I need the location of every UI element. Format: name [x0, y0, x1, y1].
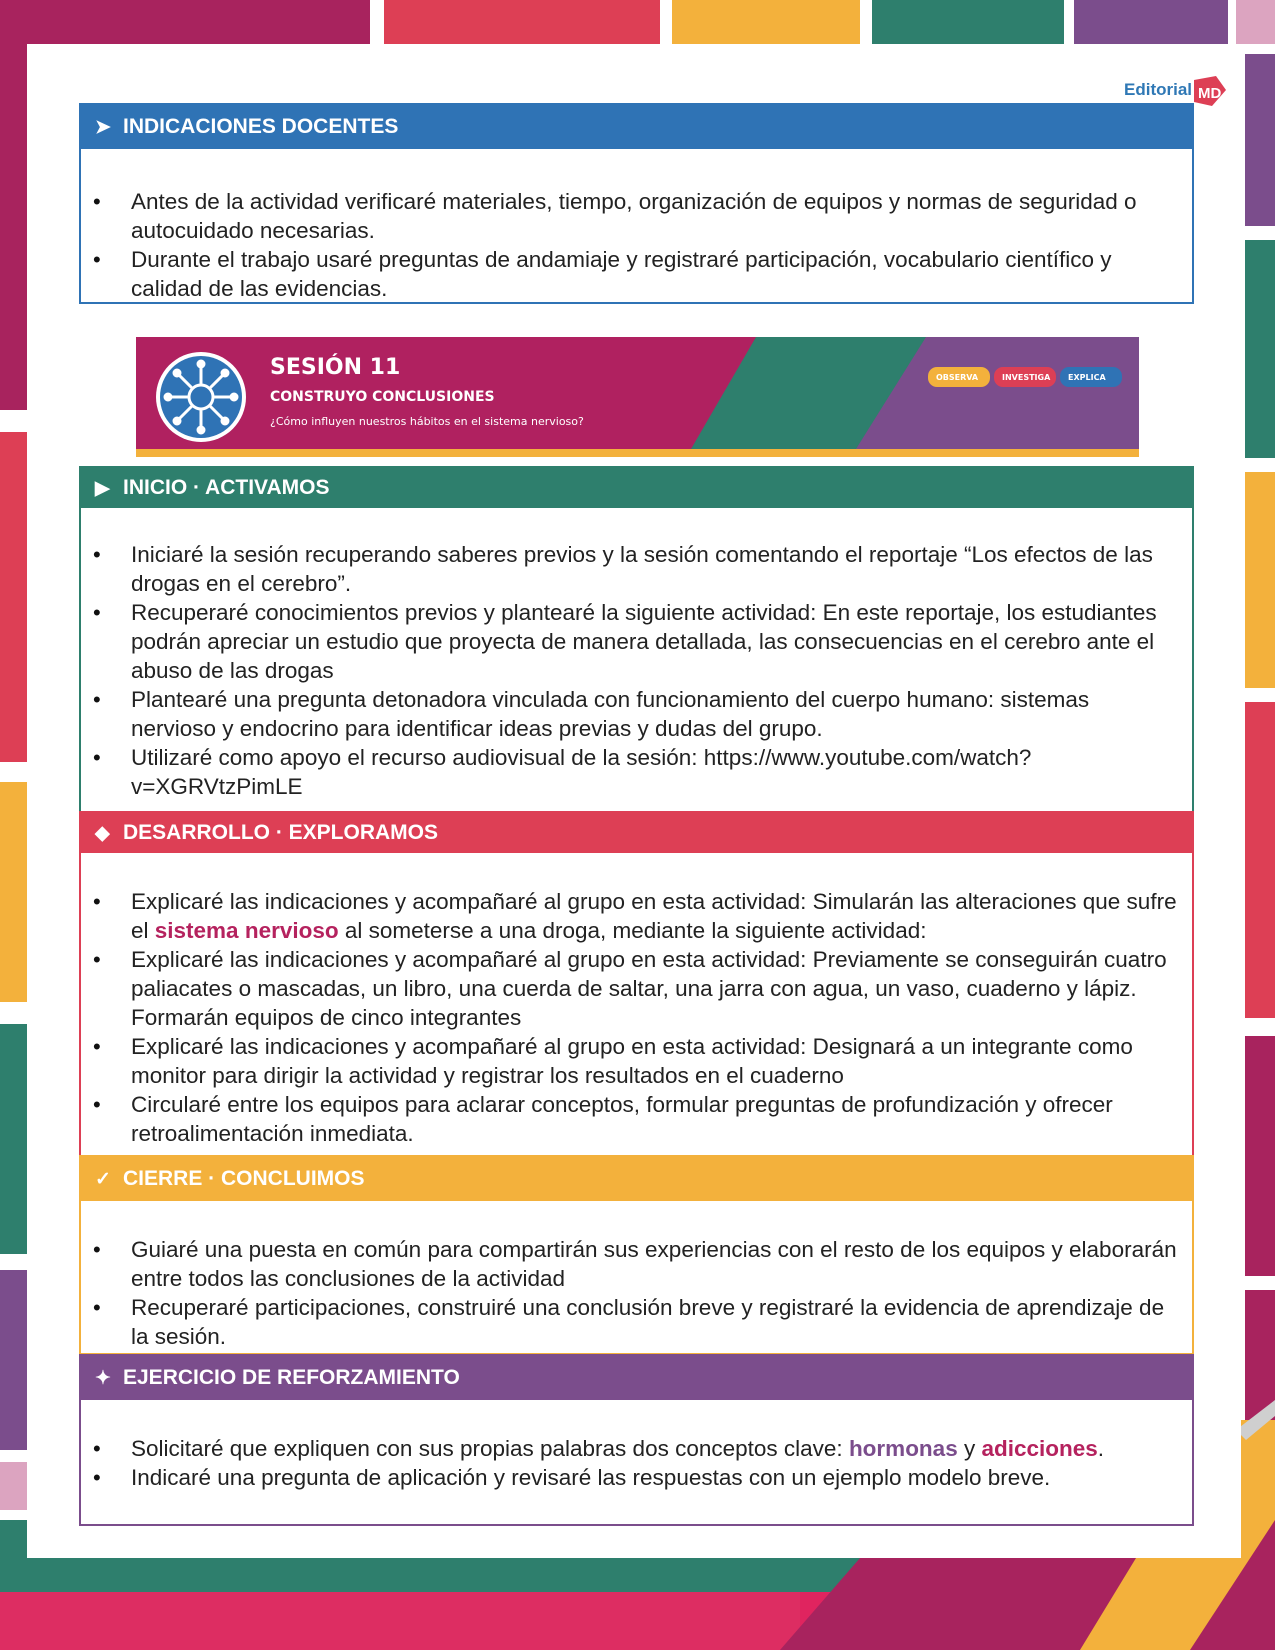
md-logo-icon — [1190, 76, 1230, 106]
cierre-header — [81, 1157, 1192, 1201]
inicio-list — [81, 508, 1192, 801]
tag-explica: EXPLICA — [1060, 367, 1122, 387]
play-icon: ▶ — [95, 477, 110, 499]
refuerzo-list — [81, 1400, 1192, 1492]
neuron-badge — [156, 352, 246, 442]
refuerzo-title: EJERCICIO DE REFORZAMIENTO — [123, 1366, 460, 1389]
list-item: • Antes de la actividad verificaré materiales, tiempo, organización de equipos y normas de seguridad o autocuidado necesarias. — [93, 187, 1178, 245]
diamond-icon: ◆ — [95, 822, 110, 844]
session-subtitle: CONSTRUYO CONCLUSIONES — [270, 389, 495, 405]
brand-text: Editorial — [1124, 80, 1193, 99]
highlight-adicciones: adicciones — [981, 1436, 1098, 1461]
list-item: • Utilizaré como apoyo el recurso audiovisual de la sesión: https://www.youtube.com/watch?v=XGRVtzPimLE — [93, 743, 1178, 801]
desarrollo-header — [81, 813, 1192, 853]
neuron-icon — [156, 352, 246, 442]
indicaciones-header — [81, 105, 1192, 149]
inicio-title: INICIO · ACTIVAMOS — [123, 476, 330, 499]
cierre-title: CIERRE · CONCLUIMOS — [123, 1167, 365, 1190]
refuerzo-section — [79, 1354, 1194, 1526]
list-item: • Explicaré las indicaciones y acompañaré al grupo en esta actividad: Designará a un integrante como monitor para dirigir la actividad y registrar los resultados en el cuaderno — [93, 1032, 1178, 1090]
highlight-sistema-nervioso: sistema nervioso — [154, 918, 339, 943]
list-item: • Recuperaré conocimientos previos y plantearé la siguiente actividad: En este reportaje, los estudiantes podrán apreciar un estudio que proyecta de manera detallada, las consecuencias en el cerebro ante el abuso de las drogas — [93, 598, 1178, 685]
tag-investiga: INVESTIGA — [994, 367, 1056, 387]
cierre-section — [79, 1155, 1194, 1355]
session-question: ¿Cómo influyen nuestros hábitos en el sistema nervioso? — [270, 415, 584, 428]
list-item: • Explicaré las indicaciones y acompañaré al grupo en esta actividad: Previamente se conseguirán cuatro paliacates o mascadas, un libro, una cuerda de saltar, una jarra con agua, un vaso, cuaderno y lápiz. Formarán equipos de cinco integrantes — [93, 945, 1178, 1032]
indicaciones-list — [81, 149, 1192, 303]
inicio-section — [79, 466, 1194, 816]
list-item: • Durante el trabajo usaré preguntas de andamiaje y registraré participación, vocabulario científico y calidad de las evidencias. — [93, 245, 1178, 303]
session-banner — [136, 337, 1139, 457]
desarrollo-section — [79, 811, 1194, 1157]
desarrollo-list — [81, 853, 1192, 1148]
tag-observa: OBSERVA — [928, 367, 990, 387]
list-item: • Solicitaré que expliquen con sus propias palabras dos conceptos clave: hormonas y adicciones. — [93, 1434, 1178, 1463]
indicaciones-title: INDICACIONES DOCENTES — [123, 115, 399, 138]
session-number: SESIÓN 11 — [270, 355, 401, 380]
highlight-hormonas: hormonas — [848, 1436, 958, 1461]
list-item: • Iniciaré la sesión recuperando saberes previos y la sesión comentando el reportaje “Los efectos de las drogas en el cerebro”. — [93, 540, 1178, 598]
svg-text:MD: MD — [1198, 85, 1222, 102]
indicaciones-section — [79, 103, 1194, 304]
inicio-header — [81, 468, 1192, 508]
list-item: • Indicaré una pregunta de aplicación y revisaré las respuestas con un ejemplo modelo breve. — [93, 1463, 1178, 1492]
list-item: • Guiaré una puesta en común para compartirán sus experiencias con el resto de los equipos y elaborarán entre todos las conclusiones de la actividad — [93, 1235, 1178, 1293]
list-item: • Explicaré las indicaciones y acompañaré al grupo en esta actividad: Simularán las alteraciones que sufre el sistema nervioso al someterse a una droga, mediante la siguiente actividad: — [93, 887, 1178, 945]
editorial-brand — [1124, 76, 1230, 106]
cierre-list — [81, 1201, 1192, 1351]
list-item: • Plantearé una pregunta detonadora vinculada con funcionamiento del cuerpo humano: sistemas nervioso y endocrino para identificar ideas previas y dudas del grupo. — [93, 685, 1178, 743]
list-item: • Recuperaré participaciones, construiré una conclusión breve y registraré la evidencia de aprendizaje de la sesión. — [93, 1293, 1178, 1351]
sparkle-icon: ✦ — [95, 1367, 111, 1389]
refuerzo-header — [81, 1356, 1192, 1400]
check-icon: ✓ — [95, 1168, 111, 1190]
desarrollo-title: DESARROLLO · EXPLORAMOS — [123, 821, 439, 844]
arrow-icon: ➤ — [95, 116, 111, 138]
list-item: • Circularé entre los equipos para aclarar conceptos, formular preguntas de profundización y ofrecer retroalimentación inmediata. — [93, 1090, 1178, 1148]
